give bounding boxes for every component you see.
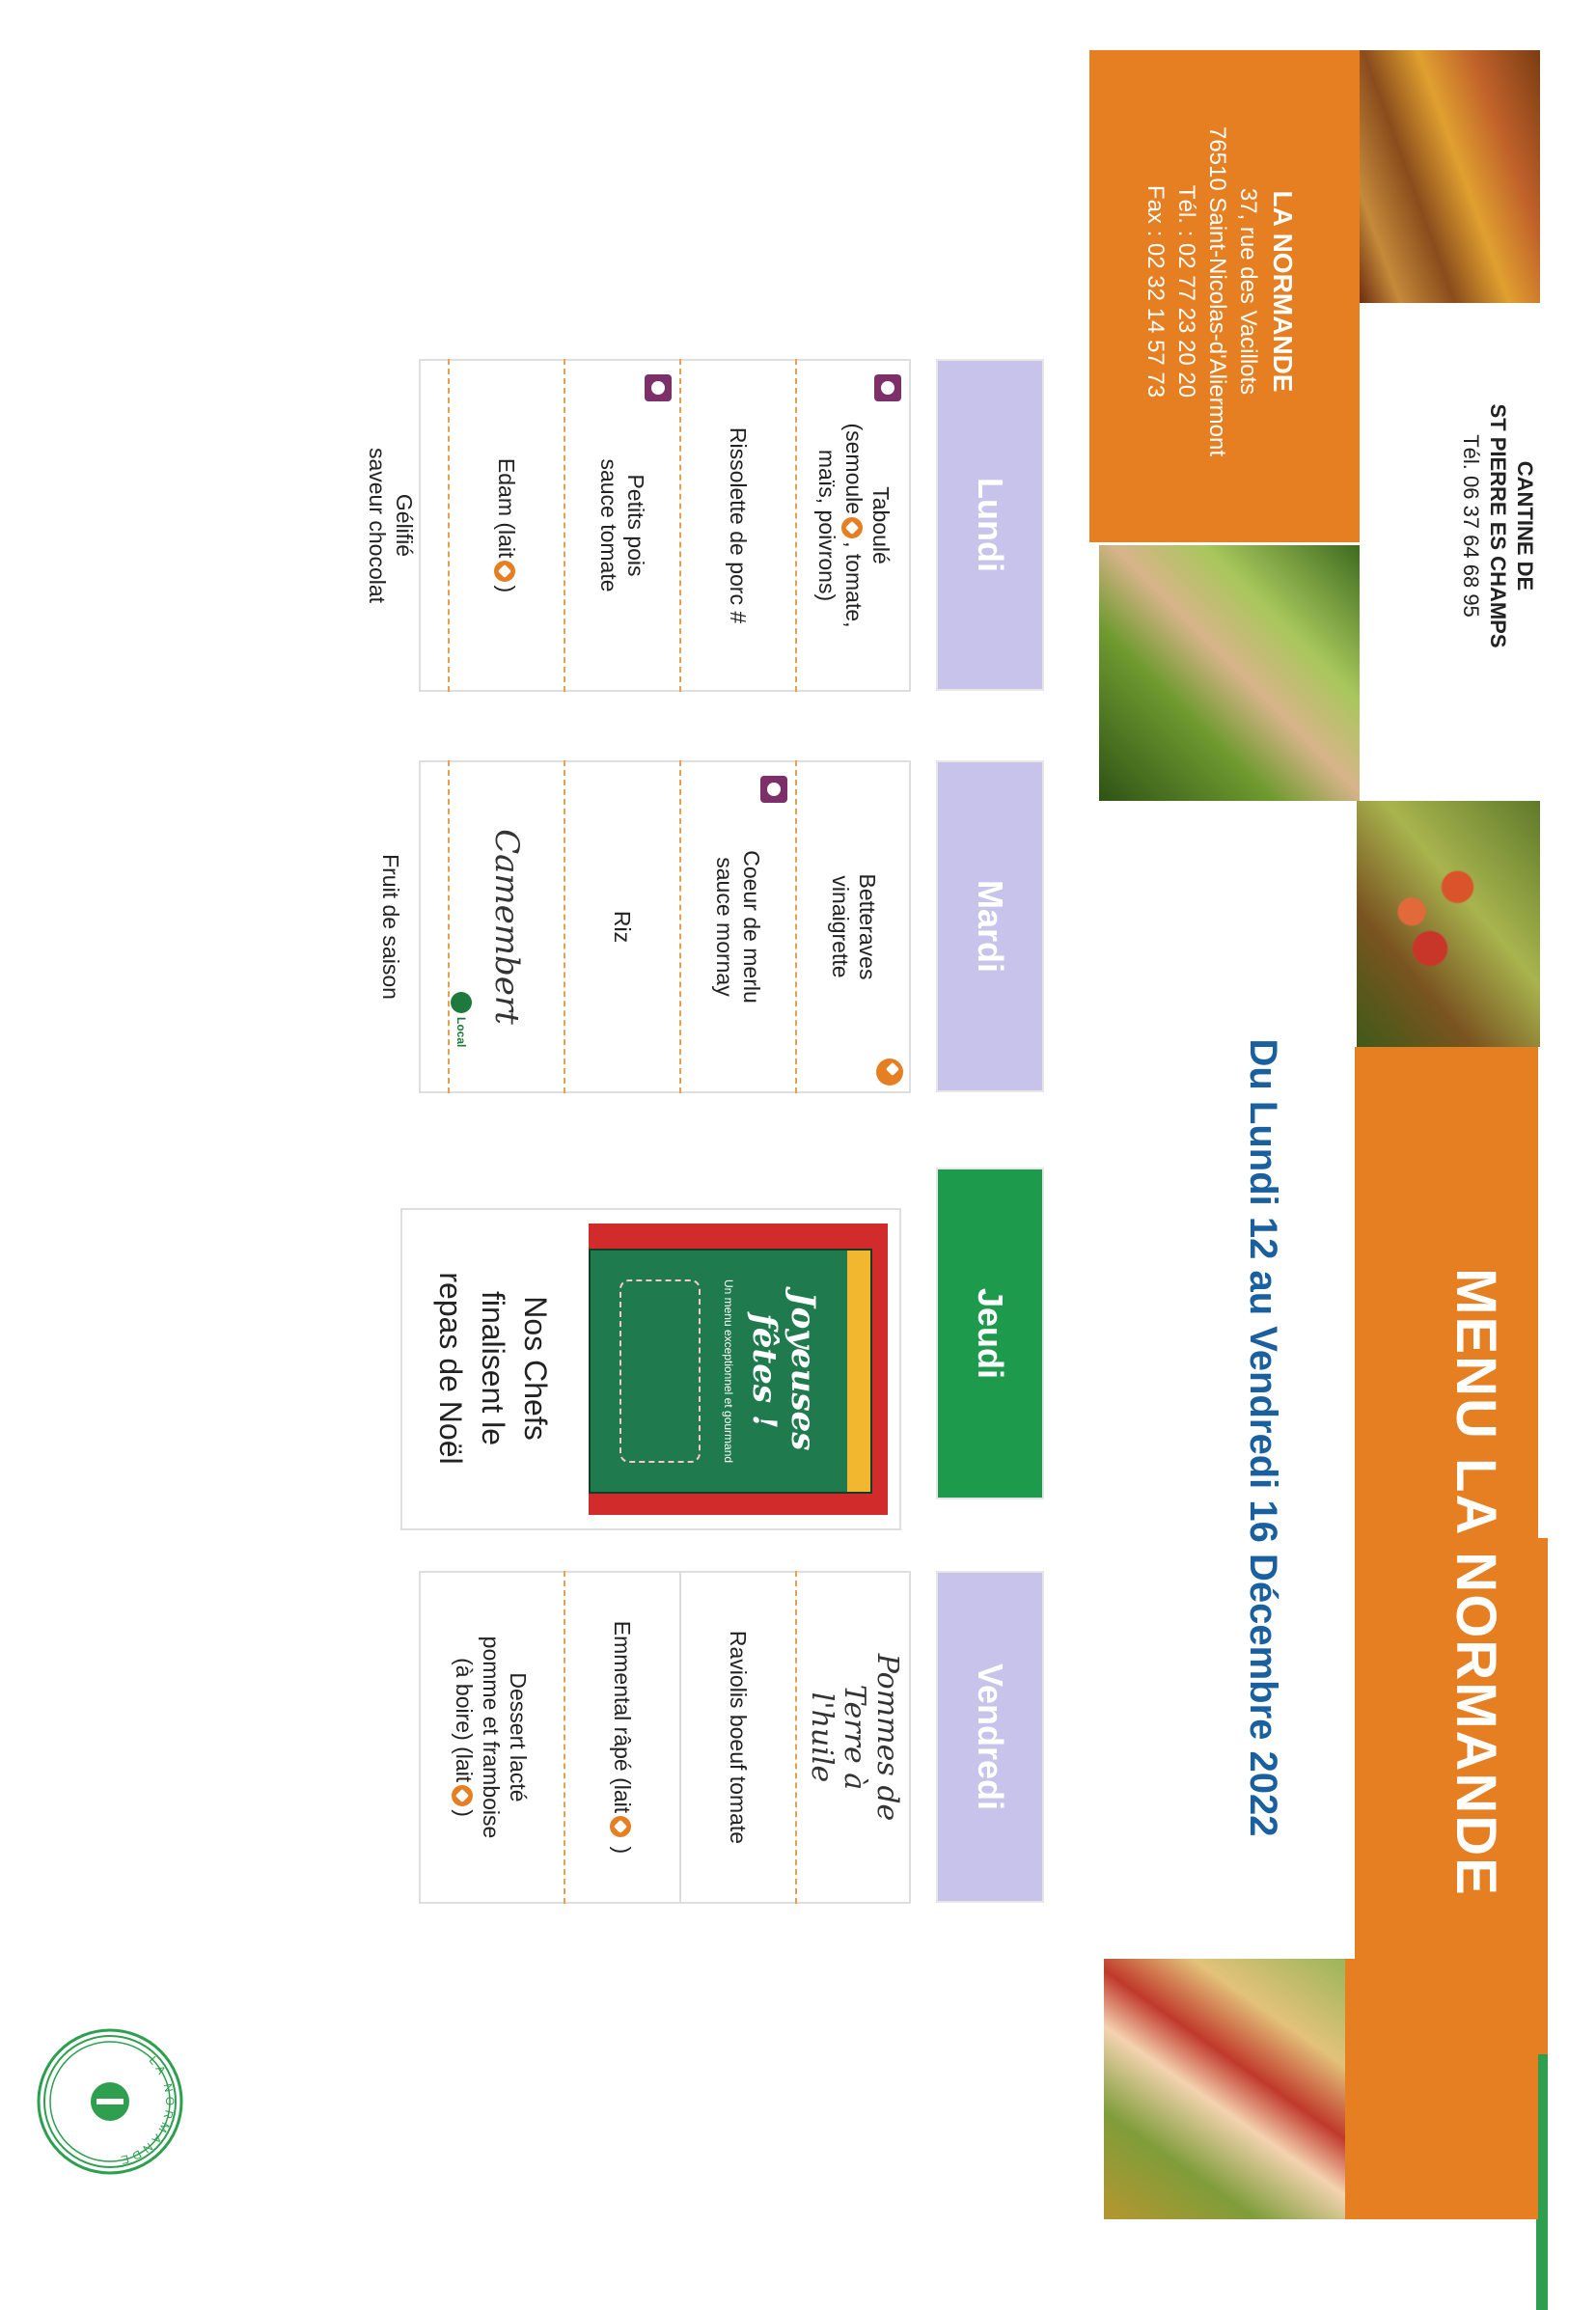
vendredi-fromage (564, 1571, 679, 1904)
vineyard-photo (1360, 50, 1540, 303)
fax: Fax : 02 32 14 57 73 (1142, 184, 1169, 399)
vendredi-dessert (419, 1571, 564, 1904)
mardi-accompagnement: Riz (564, 760, 679, 1093)
lundi-fromage-close: ) (494, 585, 519, 593)
cantine-line-1: CANTINE DE (1513, 460, 1537, 591)
lundi-entree-l4: maïs, poivrons) (814, 449, 839, 602)
vendredi-fromage-close: ) (610, 1840, 635, 1855)
column-mardi (378, 760, 911, 1093)
book-subtitle: Un menu exceptionnel et gourmand (722, 1279, 735, 1464)
day-header-vendredi: Vendredi (936, 1571, 1044, 1903)
day-header-jeudi: Jeudi (936, 1168, 1044, 1499)
apple-basket-photo (1357, 801, 1540, 1047)
lundi-dessert-l1: Gélifié (392, 493, 417, 558)
la-normande-logo (33, 2024, 187, 2179)
lundi-accomp-l2: sauce tomate (596, 458, 621, 592)
chef-icon (874, 374, 901, 401)
mardi-entree-l1: Betteraves (855, 873, 880, 980)
lundi-fromage-text: Edam (lait (494, 457, 519, 559)
corner-panel (1345, 1959, 1538, 2219)
organic-icon (452, 1785, 473, 1806)
lundi-plat: Rissolette de porc # (679, 359, 795, 692)
vendredi-fromage-text: Emmental râpé (lait (610, 1620, 635, 1814)
boy-photo (1104, 1959, 1345, 2219)
vendredi-entree-l1: Pommes de (870, 1653, 904, 1822)
local-icon (451, 992, 472, 1013)
column-vendredi (419, 1571, 911, 1904)
vendredi-dessert-l1: Dessert lacté (506, 1672, 531, 1802)
lundi-entree-l1: Taboulé (868, 486, 894, 564)
mardi-entree-l2: vinaigrette (828, 875, 853, 978)
column-lundi (365, 359, 911, 692)
date-range: Du Lundi 12 au Vendredi 16 Décembre 2022 (1242, 1038, 1284, 1837)
jeudi-msg-l3: repas de Noël (433, 1272, 469, 1465)
phone: Tél. : 02 77 23 20 20 (1173, 184, 1199, 399)
company-name: LA NORMANDE (1268, 190, 1298, 393)
vendredi-dessert-l2: pomme et framboise (479, 1636, 504, 1839)
mardi-plat-l1: Coeur de merlu (739, 850, 764, 1004)
mardi-dessert: Fruit de saison (378, 854, 403, 1000)
vendredi-dessert-l3: (à boire) (lait (452, 1658, 477, 1783)
local-badge (448, 992, 475, 1047)
book-illustration (619, 1279, 701, 1463)
vendredi-entree-l2: Terre à (838, 1684, 871, 1791)
mardi-plat (679, 760, 795, 1093)
mardi-fromage-handwritten: Camembert (487, 829, 526, 1025)
lundi-entree (795, 359, 911, 692)
day-header-mardi: Mardi (936, 760, 1044, 1092)
address-line-1: 37, rue des Vacillots (1235, 187, 1261, 396)
day-header-lundi: Lundi (936, 359, 1044, 691)
organic-icon (610, 1816, 631, 1837)
vendredi-entree (795, 1571, 911, 1904)
lundi-entree-l2: (semoule (841, 423, 867, 515)
organic-icon (494, 561, 515, 582)
vendredi-dessert-close: ) (452, 1809, 477, 1817)
chef-icon (645, 374, 672, 401)
lundi-dessert-l2: saveur chocolat (365, 447, 390, 604)
cantine-block (1457, 381, 1538, 671)
cantine-phone: Tél. 06 37 64 68 95 (1459, 434, 1483, 618)
logo-text: LA NORMANDE (116, 2053, 178, 2168)
page-title: MENU LA NORMANDE (1445, 1268, 1507, 1897)
vendredi-entree-l3: l'huile (805, 1691, 839, 1783)
mardi-plat-l2: sauce mornay (712, 857, 737, 997)
lundi-accomp-l1: Petits pois (623, 474, 648, 577)
lundi-dessert (334, 359, 448, 692)
lundi-entree-l3: , tomate, (841, 541, 867, 628)
chef-icon (760, 776, 787, 803)
book-cover-image (589, 1249, 872, 1494)
address-block (1109, 79, 1302, 504)
mardi-fromage (448, 760, 564, 1093)
organic-icon (841, 517, 863, 538)
jeudi-msg-l2: finalisent le (476, 1290, 511, 1446)
lundi-fromage (448, 359, 564, 692)
mardi-entree (795, 760, 911, 1093)
local-label: Local (454, 1017, 468, 1048)
jeudi-message (404, 1214, 583, 1523)
address-line-2: 76510 Saint-Nicolas-d'Aliermont (1204, 125, 1230, 457)
children-photo (1099, 545, 1360, 801)
jeudi-msg-l1: Nos Chefs (518, 1296, 554, 1441)
book-title: Joyeuses fêtes ! (745, 1291, 822, 1451)
vendredi-plat: Raviolis boeuf tomate (679, 1571, 795, 1904)
cantine-line-2: ST PIERRE ES CHAMPS (1486, 403, 1510, 648)
lundi-accompagnement (564, 359, 679, 692)
organic-icon (876, 1059, 903, 1086)
